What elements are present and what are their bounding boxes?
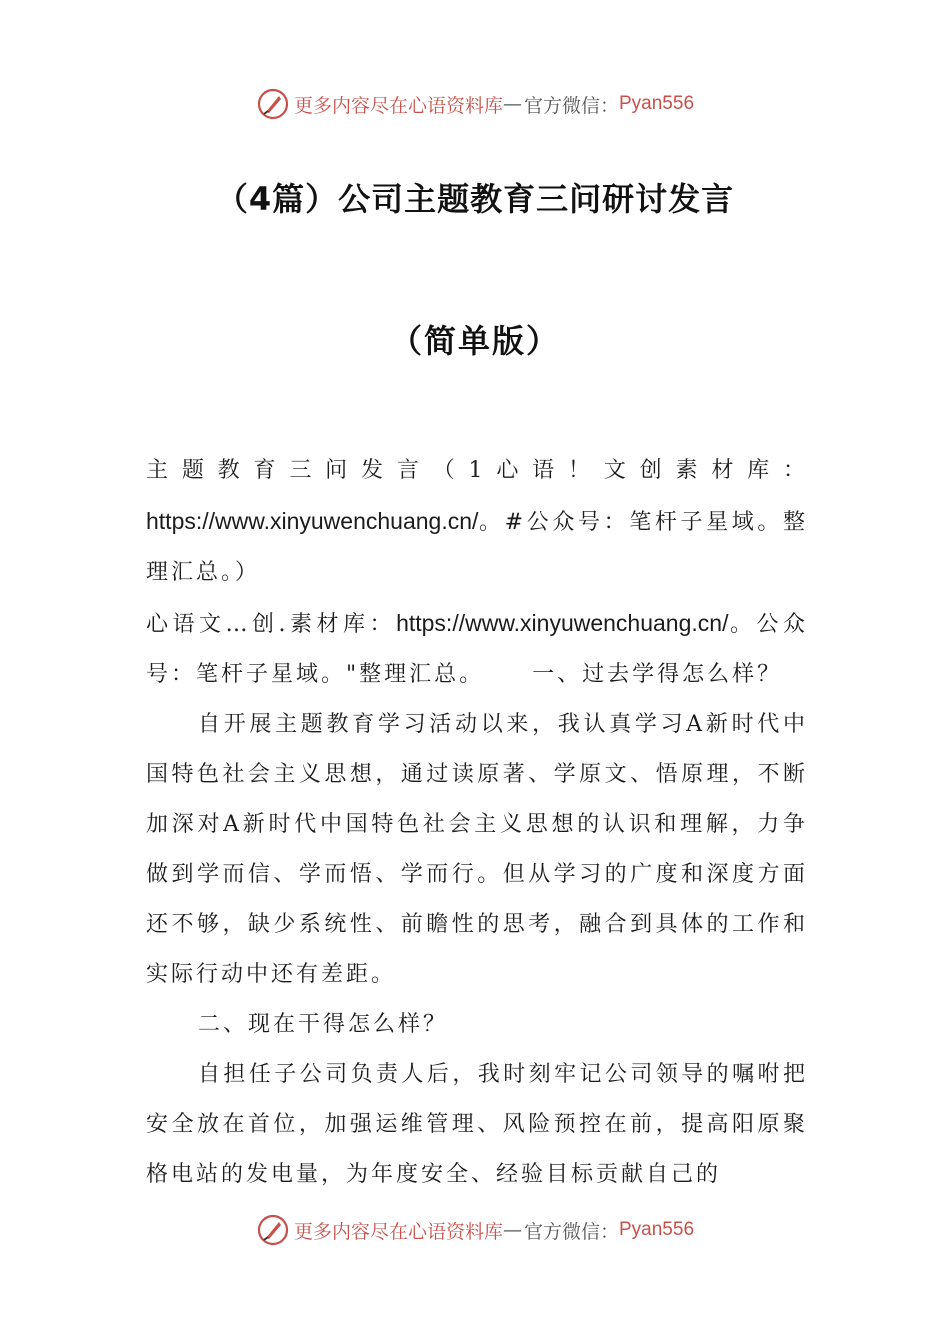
intro-text-2b: 。公众号：笔杆子星域。"整理汇总。: [146, 612, 808, 687]
document-title: （4篇）公司主题教育三问研讨发言: [215, 180, 735, 218]
banner-brand: 更多内容尽在心语资料库: [293, 1220, 503, 1243]
banner-wechat-id: Pyan556: [619, 1219, 695, 1240]
banner-dash: —: [502, 93, 522, 115]
quill-logo-icon: [256, 1213, 290, 1247]
section-heading-1: 一、过去学得怎么样？: [532, 662, 783, 687]
paragraph-2: 自担任子公司负责人后，我时刻牢记公司领导的嘱咐把安全放在首位，加强运维管理、风险预控在前，提高阳原聚格电站的发电量，为年度安全、经验目标贡献自己的: [146, 1062, 808, 1187]
banner-official-label: 官方微信：: [523, 94, 619, 117]
banner-official-label: 官方微信：: [523, 1220, 619, 1243]
document-subtitle: （简单版）: [389, 322, 560, 360]
intro-url-2: https://www.xinyuwenchuang.cn/: [396, 610, 729, 636]
intro-paragraph-1: [146, 446, 808, 598]
banner-dash: —: [502, 1219, 522, 1241]
banner-wechat-id: Pyan556: [619, 93, 695, 114]
paragraph-1: 自开展主题教育学习活动以来，我认真学习A新时代中国特色社会主义思想，通过读原著、学原文、悟原理，不断加深对A新时代中国特色社会主义思想的认识和理解，力争做到学而信、学而悟、学而行。但从学习的广度和深度方面还不够，缺少系统性、前瞻性的思考，融合到具体的工作和实际行动中还有差距。: [146, 712, 808, 987]
quill-logo-icon: [256, 87, 290, 121]
intro-text-1b: 。#公众号：笔杆子星域。整理汇总。）: [146, 510, 808, 585]
intro-url-1: https://www.xinyuwenchuang.cn/: [146, 508, 479, 534]
footer-banner: [0, 1210, 950, 1250]
intro-text-1a: 主题教育三问发言（1心语！文创素材库：: [146, 458, 808, 483]
intro-paragraph-2: [146, 598, 808, 700]
section-heading-2: 二、现在干得怎么样？: [198, 1012, 449, 1037]
intro-text-2a: 心语文…创.素材库：: [146, 612, 397, 637]
header-banner: [0, 84, 950, 124]
banner-brand: 更多内容尽在心语资料库: [293, 94, 503, 117]
document-body: [146, 446, 808, 1200]
